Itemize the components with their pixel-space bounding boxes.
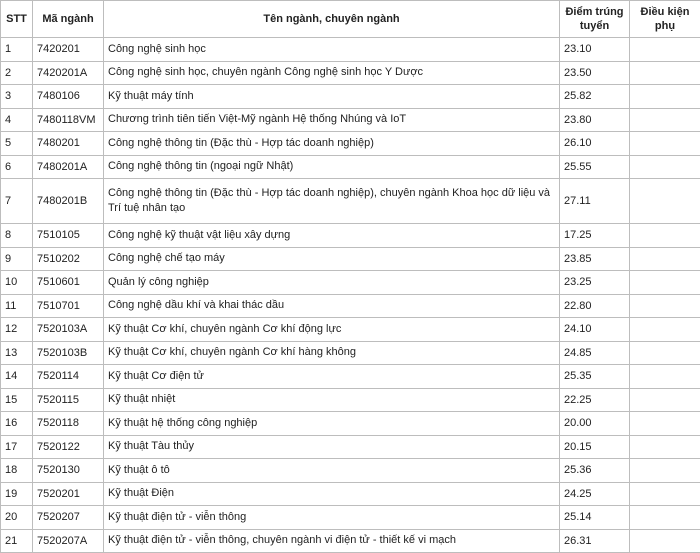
row-code: 7520130 [33, 459, 104, 483]
row-stt: 19 [1, 482, 33, 506]
row-code: 7520118 [33, 412, 104, 436]
row-condition [630, 179, 700, 224]
row-code: 7480201B [33, 179, 104, 224]
row-score: 25.55 [560, 155, 630, 179]
row-score: 23.25 [560, 271, 630, 295]
row-condition [630, 132, 700, 156]
row-condition [630, 108, 700, 132]
row-code: 7520207A [33, 529, 104, 553]
row-stt: 10 [1, 271, 33, 295]
row-score: 26.31 [560, 529, 630, 553]
row-condition [630, 482, 700, 506]
table-row [1, 388, 700, 412]
row-code: 7520201 [33, 482, 104, 506]
row-stt: 18 [1, 459, 33, 483]
row-name: Chương trình tiên tiến Việt-Mỹ ngành Hệ thống Nhúng và IoT [104, 108, 560, 132]
header-condition: Điều kiện phụ [630, 1, 700, 38]
row-stt: 17 [1, 435, 33, 459]
row-code: 7420201 [33, 38, 104, 62]
row-code: 7520103B [33, 341, 104, 365]
row-stt: 4 [1, 108, 33, 132]
row-name: Quản lý công nghiệp [104, 271, 560, 295]
row-condition [630, 85, 700, 109]
row-code: 7480201 [33, 132, 104, 156]
row-condition [630, 388, 700, 412]
row-code: 7420201A [33, 61, 104, 85]
row-name: Công nghệ sinh học [104, 38, 560, 62]
row-score: 24.85 [560, 341, 630, 365]
row-stt: 6 [1, 155, 33, 179]
table-row [1, 435, 700, 459]
row-stt: 5 [1, 132, 33, 156]
row-name: Kỹ thuật Cơ điện tử [104, 365, 560, 389]
table-row [1, 294, 700, 318]
row-condition [630, 341, 700, 365]
row-condition [630, 365, 700, 389]
row-name: Kỹ thuật Cơ khí, chuyên ngành Cơ khí hàng không [104, 341, 560, 365]
table-row [1, 506, 700, 530]
row-stt: 8 [1, 224, 33, 248]
row-name: Công nghệ sinh học, chuyên ngành Công nghệ sinh học Y Dược [104, 61, 560, 85]
row-code: 7520115 [33, 388, 104, 412]
table-row [1, 132, 700, 156]
row-condition [630, 224, 700, 248]
table-row [1, 61, 700, 85]
row-condition [630, 247, 700, 271]
row-name: Công nghệ thông tin (Đặc thù - Hợp tác doanh nghiệp), chuyên ngành Khoa học dữ liệu và Trí tuệ nhân tạo [104, 179, 560, 224]
row-stt: 11 [1, 294, 33, 318]
row-code: 7520207 [33, 506, 104, 530]
row-name: Kỹ thuật Cơ khí, chuyên ngành Cơ khí động lực [104, 318, 560, 342]
row-stt: 15 [1, 388, 33, 412]
row-score: 25.82 [560, 85, 630, 109]
row-code: 7510701 [33, 294, 104, 318]
row-code: 7510105 [33, 224, 104, 248]
row-score: 20.00 [560, 412, 630, 436]
header-code: Mã ngành [33, 1, 104, 38]
row-condition [630, 271, 700, 295]
table-row [1, 365, 700, 389]
row-condition [630, 318, 700, 342]
table-row [1, 224, 700, 248]
row-condition [630, 155, 700, 179]
row-condition [630, 294, 700, 318]
header-row [1, 1, 700, 38]
table-row [1, 482, 700, 506]
row-score: 22.80 [560, 294, 630, 318]
table-row [1, 341, 700, 365]
row-condition [630, 529, 700, 553]
row-name: Công nghệ thông tin (ngoại ngữ Nhật) [104, 155, 560, 179]
row-name: Kỹ thuật máy tính [104, 85, 560, 109]
header-stt: STT [1, 1, 33, 38]
header-score: Điểm trúng tuyển [560, 1, 630, 38]
table-row [1, 459, 700, 483]
row-name: Kỹ thuật nhiệt [104, 388, 560, 412]
table-row [1, 318, 700, 342]
table-row [1, 108, 700, 132]
row-name: Công nghệ dầu khí và khai thác dầu [104, 294, 560, 318]
header-name: Tên ngành, chuyên ngành [104, 1, 560, 38]
row-condition [630, 506, 700, 530]
row-stt: 16 [1, 412, 33, 436]
row-code: 7510601 [33, 271, 104, 295]
row-score: 25.14 [560, 506, 630, 530]
row-code: 7480118VM [33, 108, 104, 132]
row-condition [630, 459, 700, 483]
row-score: 26.10 [560, 132, 630, 156]
row-code: 7480106 [33, 85, 104, 109]
row-score: 25.36 [560, 459, 630, 483]
table-row [1, 271, 700, 295]
table-row [1, 179, 700, 224]
row-name: Công nghệ chế tạo máy [104, 247, 560, 271]
row-name: Công nghệ thông tin (Đặc thù - Hợp tác doanh nghiệp) [104, 132, 560, 156]
row-name: Kỹ thuật điện tử - viễn thông [104, 506, 560, 530]
row-stt: 13 [1, 341, 33, 365]
row-code: 7520122 [33, 435, 104, 459]
row-stt: 21 [1, 529, 33, 553]
table-row [1, 155, 700, 179]
row-stt: 9 [1, 247, 33, 271]
row-name: Công nghệ kỹ thuật vật liệu xây dựng [104, 224, 560, 248]
row-score: 17.25 [560, 224, 630, 248]
row-score: 27.11 [560, 179, 630, 224]
table-row [1, 38, 700, 62]
row-stt: 7 [1, 179, 33, 224]
row-score: 24.10 [560, 318, 630, 342]
table-row [1, 412, 700, 436]
row-name: Kỹ thuật Tàu thủy [104, 435, 560, 459]
row-name: Kỹ thuật ô tô [104, 459, 560, 483]
row-condition [630, 435, 700, 459]
row-name: Kỹ thuật hệ thống công nghiệp [104, 412, 560, 436]
row-code: 7510202 [33, 247, 104, 271]
row-score: 20.15 [560, 435, 630, 459]
row-code: 7520114 [33, 365, 104, 389]
table-body [1, 38, 700, 553]
row-code: 7520103A [33, 318, 104, 342]
row-condition [630, 38, 700, 62]
row-stt: 3 [1, 85, 33, 109]
row-score: 24.25 [560, 482, 630, 506]
row-stt: 12 [1, 318, 33, 342]
row-score: 25.35 [560, 365, 630, 389]
row-stt: 1 [1, 38, 33, 62]
table-row [1, 85, 700, 109]
row-name: Kỹ thuật Điện [104, 482, 560, 506]
row-stt: 20 [1, 506, 33, 530]
row-stt: 14 [1, 365, 33, 389]
row-score: 23.10 [560, 38, 630, 62]
table-row [1, 529, 700, 553]
row-score: 23.80 [560, 108, 630, 132]
row-score: 23.50 [560, 61, 630, 85]
row-name: Kỹ thuật điện tử - viễn thông, chuyên ngành vi điện tử - thiết kế vi mạch [104, 529, 560, 553]
table-row [1, 247, 700, 271]
row-code: 7480201A [33, 155, 104, 179]
row-condition [630, 61, 700, 85]
row-score: 22.25 [560, 388, 630, 412]
row-condition [630, 412, 700, 436]
row-score: 23.85 [560, 247, 630, 271]
row-stt: 2 [1, 61, 33, 85]
